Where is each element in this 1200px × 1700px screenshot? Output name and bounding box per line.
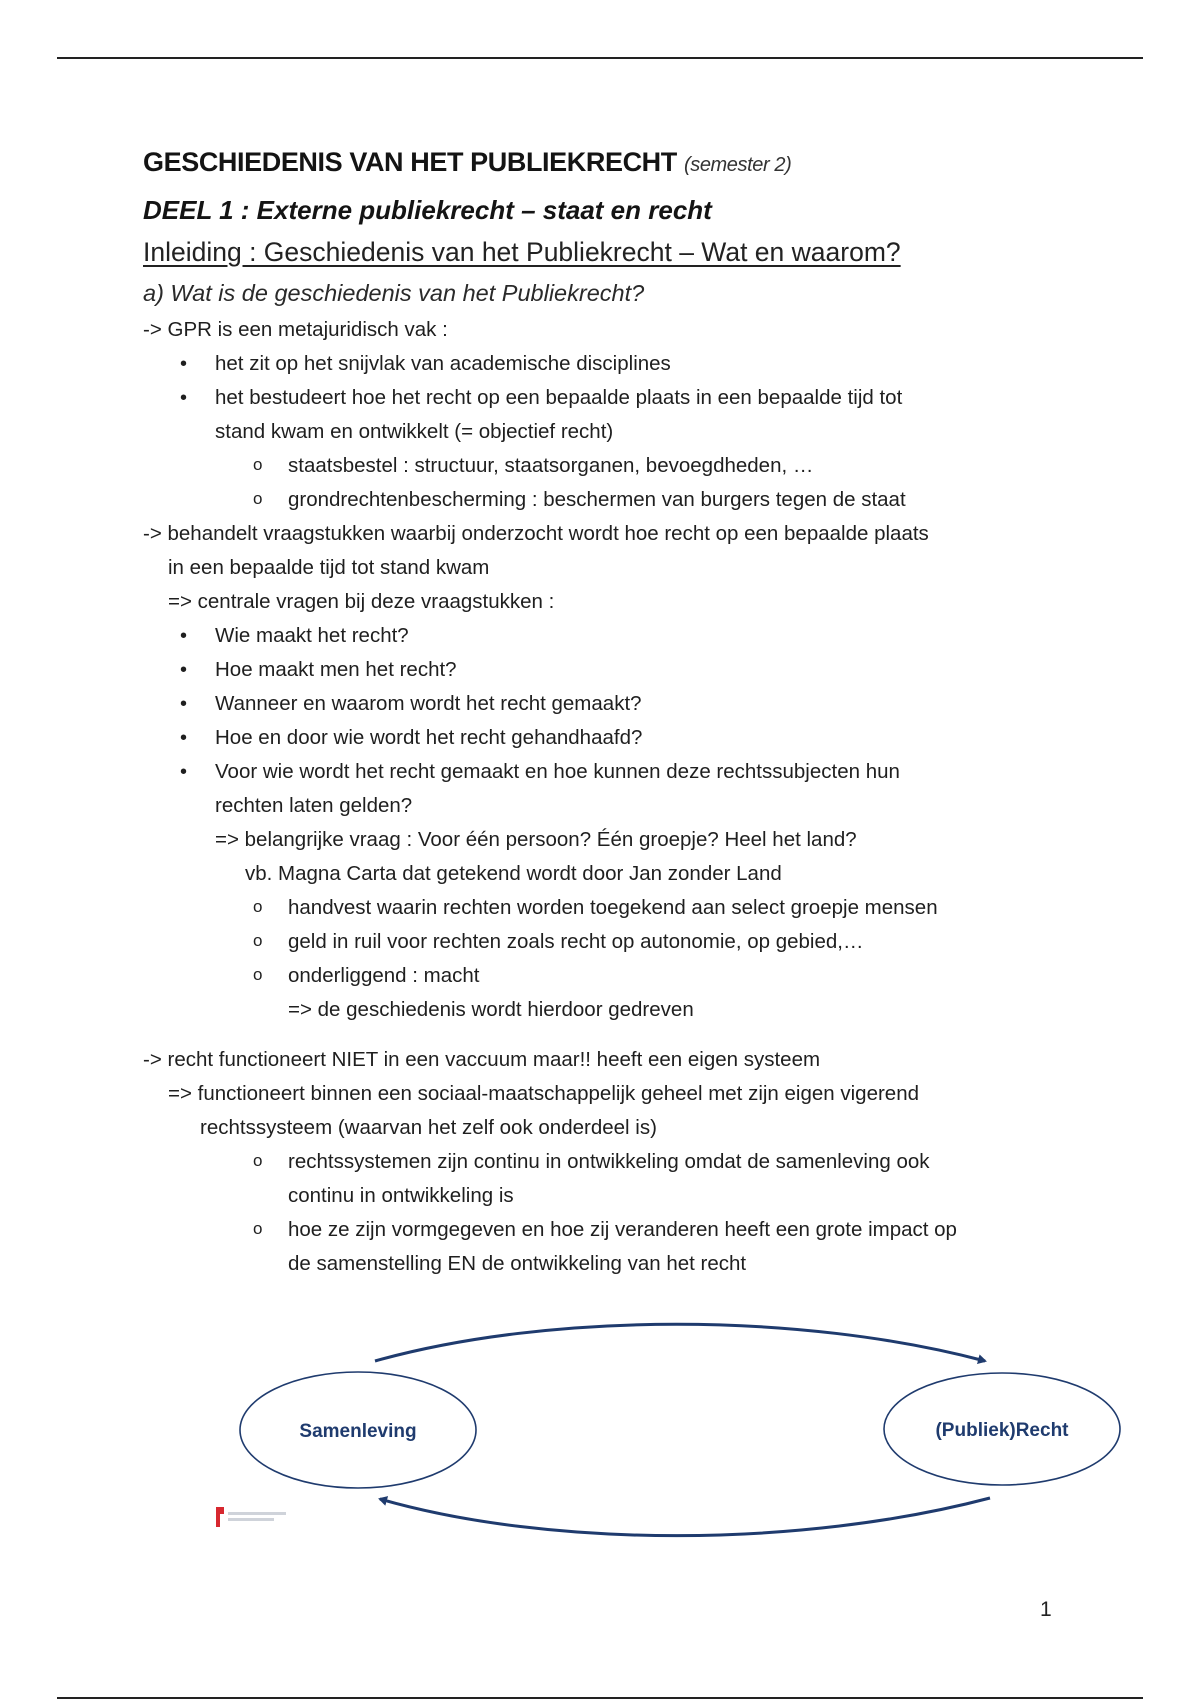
bottom-arrow xyxy=(380,1498,990,1536)
text-line: in een bepaalde tijd tot stand kwam xyxy=(168,556,490,579)
document-body xyxy=(143,140,1063,1281)
text-line: de samenstelling EN de ontwikkeling van het recht xyxy=(288,1252,747,1275)
sub-bullet-item: o rechtssystemen zijn continu in ontwikkeling omdat de samenleving ook xyxy=(143,1145,1063,1179)
text-line: => belangrijke vraag : Voor één persoon? Één groepje? Heel het land? xyxy=(215,828,857,851)
text-line: => functioneert binnen een sociaal-maatschappelijk geheel met zijn eigen vigerend xyxy=(168,1082,920,1105)
text-line: -> recht functioneert NIET in een vaccuum maar!! heeft een eigen systeem xyxy=(143,1048,821,1071)
bullet-item: • Wie maakt het recht? xyxy=(143,619,1063,653)
bullet-item: • Wanneer en waarom wordt het recht gemaakt? xyxy=(143,687,1063,721)
bullet-item: • Hoe maakt men het recht? xyxy=(143,653,1063,687)
text-line: rechten laten gelden? xyxy=(215,794,413,817)
logo-text-line xyxy=(228,1518,274,1521)
sub-bullet-item: o geld in ruil voor rechten zoals recht op autonomie, op gebied,… xyxy=(143,925,1063,959)
bullet-item: • het zit op het snijvlak van academische disciplines xyxy=(143,347,1063,381)
samenleving-label: Samenleving xyxy=(299,1421,417,1442)
sub-bullet-item: o grondrechtenbescherming : beschermen van burgers tegen de staat xyxy=(143,483,1063,517)
sub-bullet-item: o handvest waarin rechten worden toegekend aan select groepje mensen xyxy=(143,891,1063,925)
text-line: rechtssysteem (waarvan het zelf ook onderdeel is) xyxy=(200,1116,657,1139)
bullet-item: • Voor wie wordt het recht gemaakt en hoe kunnen deze rechtssubjecten hun xyxy=(143,755,1063,789)
section-heading: DEEL 1 : Externe publiekrecht – staat en recht xyxy=(143,195,712,225)
top-rule xyxy=(57,57,1143,59)
text-line: stand kwam en ontwikkelt (= objectief recht) xyxy=(215,420,614,443)
university-logo xyxy=(214,1505,294,1529)
text-line: -> GPR is een metajuridisch vak : xyxy=(143,318,448,341)
text-line: => de geschiedenis wordt hierdoor gedreven xyxy=(288,998,694,1021)
title-subtitle: (semester 2) xyxy=(683,154,792,176)
sub-bullet-item: o onderliggend : macht xyxy=(143,959,1063,993)
top-arrow xyxy=(375,1324,985,1361)
page-number: 1 xyxy=(1040,1598,1052,1621)
text-line: continu in ontwikkeling is xyxy=(288,1184,514,1207)
subsection-heading: a) Wat is de geschiedenis van het Publiekrecht? xyxy=(143,280,645,306)
intro-heading: Inleiding : Geschiedenis van het Publiekrecht – Wat en waarom? xyxy=(143,237,901,267)
text-line: -> behandelt vraagstukken waarbij onderzocht wordt hoe recht op een bepaalde plaats xyxy=(143,522,929,545)
text-line: => centrale vragen bij deze vraagstukken : xyxy=(168,590,555,613)
text-line: vb. Magna Carta dat getekend wordt door Jan zonder Land xyxy=(245,862,782,885)
logo-text-line xyxy=(228,1512,286,1515)
document-title: GESCHIEDENIS VAN HET PUBLIEKRECHT (semester 2) xyxy=(143,147,792,177)
bullet-item: • Hoe en door wie wordt het recht gehandhaafd? xyxy=(143,721,1063,755)
recht-label: (Publiek)Recht xyxy=(935,1420,1069,1441)
bottom-rule xyxy=(57,1697,1143,1699)
logo-mark-icon xyxy=(216,1507,224,1527)
sub-bullet-item: o staatsbestel : structuur, staatsorganen, bevoegdheden, … xyxy=(143,449,1063,483)
spacer xyxy=(143,1027,1063,1043)
society-law-diagram xyxy=(200,1320,1140,1540)
sub-bullet-item: o hoe ze zijn vormgegeven en hoe zij veranderen heeft een grote impact op xyxy=(143,1213,1063,1247)
bullet-item: • het bestudeert hoe het recht op een bepaalde plaats in een bepaalde tijd tot xyxy=(143,381,1063,415)
